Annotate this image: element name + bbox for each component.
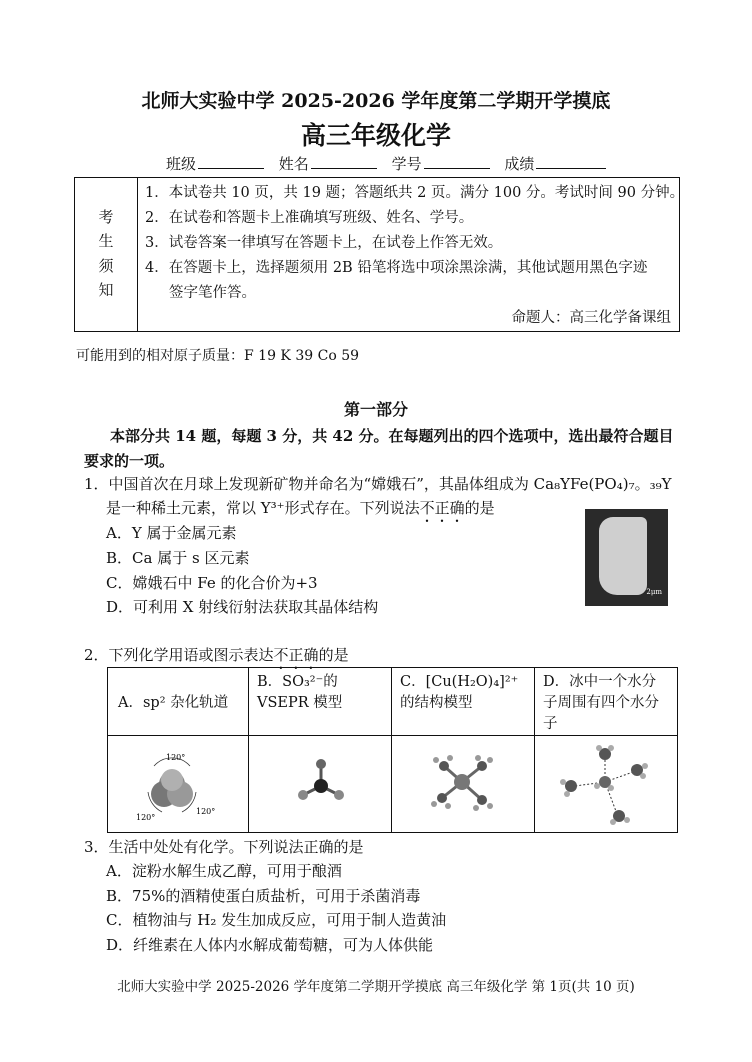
- q2-emphasis: 不正确: [273, 646, 319, 664]
- ice-hydrogen-bond-figure: [535, 736, 678, 833]
- q2-options-table: [107, 667, 678, 833]
- q1-stem-line1: [84, 473, 672, 494]
- q1-option-d[interactable]: D．可利用 X 射线衍射法获取其晶体结构: [106, 598, 379, 616]
- cu-complex-figure: [392, 736, 535, 833]
- subject-title: 高三年级化学: [300, 121, 451, 150]
- class-blank[interactable]: [198, 154, 264, 169]
- q1-line2-suffix: 的是: [464, 499, 495, 517]
- q2-option-c[interactable]: C．[Cu(H₂O)₄]²⁺的结构模型: [392, 668, 535, 736]
- part-intro-line2: 要求的一项。: [84, 452, 175, 470]
- q2-prefix: 2．下列化学用语或图示表达: [84, 646, 274, 664]
- sp2-orbital-figure: [108, 736, 249, 833]
- exam-notice-box: [74, 177, 685, 332]
- notice-heading-char: 生: [98, 232, 114, 250]
- page-footer: 北师大实验中学 2025-2026 学年度第二学期开学摸底 高三年级化学 第 1页(共 10 页): [117, 979, 635, 995]
- q1-line1-suffix: 。₃₉Y: [634, 475, 672, 493]
- q2-option-b[interactable]: B．SO₃²⁻的 VSEPR 模型: [249, 668, 392, 736]
- part-intro-line1: 本部分共 14 题，每题 3 分，共 42 分。在每题列出的四个选项中，选出最符合题目: [110, 427, 674, 445]
- q1-line2-prefix: 是一种稀土元素，常以 Y³⁺形式存在。下列说法: [106, 499, 420, 517]
- q2-option-d[interactable]: D．冰中一个水分子周围有四个水分子: [535, 668, 678, 736]
- q1-line1-prefix: 1．中国首次在月球上发现新矿物并命名为“嫦娥石”，其晶体组成为: [84, 475, 534, 493]
- photo-scale-bar: 2μm: [646, 588, 662, 596]
- notice-rule: 4．在答题卡上，选择题须用 2B 铅笔将选中项涂黑涂满，其他试题用黑色字迹: [145, 260, 648, 276]
- notice-heading-char: 须: [98, 257, 114, 275]
- atomic-masses: 可能用到的相对原子质量：F 19 K 39 Co 59: [76, 348, 360, 364]
- mineral-crystal-image: [599, 517, 647, 595]
- angle-label-top: 120°: [166, 753, 186, 762]
- name-blank[interactable]: [311, 154, 377, 169]
- notice-heading-char: 知: [98, 281, 114, 299]
- angle-label-left: 120°: [136, 813, 156, 822]
- mineral-photo: [585, 509, 668, 606]
- q1-formula: Ca₈YFe(PO₄)₇: [533, 475, 635, 493]
- q3-option-c[interactable]: C．植物油与 H₂ 发生加成反应，可用于制人造黄油: [106, 911, 447, 929]
- notice-author: 命题人：高三化学备课组: [511, 310, 671, 326]
- notice-heading-char: 考: [98, 208, 114, 226]
- notice-rule: 2．在试卷和答题卡上准确填写班级、姓名、学号。: [145, 210, 474, 226]
- q1-option-c[interactable]: C．嫦娥石中 Fe 的化合价为+3: [106, 574, 318, 592]
- exam-title: 北师大实验中学 2025-2026 学年度第二学期开学摸底: [141, 90, 611, 112]
- q3-option-d[interactable]: D．纤维素在人体内水解成葡萄糖，可为人体供能: [106, 936, 434, 954]
- q3-stem: 3．生活中处处有化学。下列说法正确的是: [84, 838, 364, 856]
- q1-emphasis: 不正确: [419, 499, 465, 517]
- id-label: 学号: [391, 155, 422, 173]
- so3-vsepr-figure: [249, 736, 392, 833]
- part-title: 第一部分: [343, 400, 408, 419]
- score-blank[interactable]: [536, 154, 606, 169]
- q3-option-b[interactable]: B．75%的酒精使蛋白质盐析，可用于杀菌消毒: [106, 887, 421, 905]
- id-blank[interactable]: [424, 154, 490, 169]
- q3-option-a[interactable]: A．淀粉水解生成乙醇，可用于酿酒: [106, 862, 342, 880]
- name-label: 姓名: [278, 155, 309, 173]
- q1-option-b[interactable]: B．Ca 属于 s 区元素: [106, 549, 250, 567]
- score-label: 成绩: [504, 155, 535, 173]
- notice-heading: [75, 178, 138, 331]
- class-label: 班级: [166, 155, 197, 173]
- notice-rule: 1．本试卷共 10 页，共 19 题；答题纸共 2 页。满分 100 分。考试时间 90 分钟。: [145, 185, 685, 201]
- notice-rule: 签字笔作答。: [169, 285, 256, 301]
- q1-option-a[interactable]: A．Y 属于金属元素: [106, 524, 237, 542]
- notice-rule: 3．试卷答案一律填写在答题卡上，在试卷上作答无效。: [145, 235, 503, 251]
- student-info-line: [166, 153, 608, 174]
- angle-label-right: 120°: [196, 807, 216, 816]
- q2-option-a[interactable]: A．sp² 杂化轨道: [108, 668, 249, 736]
- q2-suffix: 的是: [318, 646, 349, 664]
